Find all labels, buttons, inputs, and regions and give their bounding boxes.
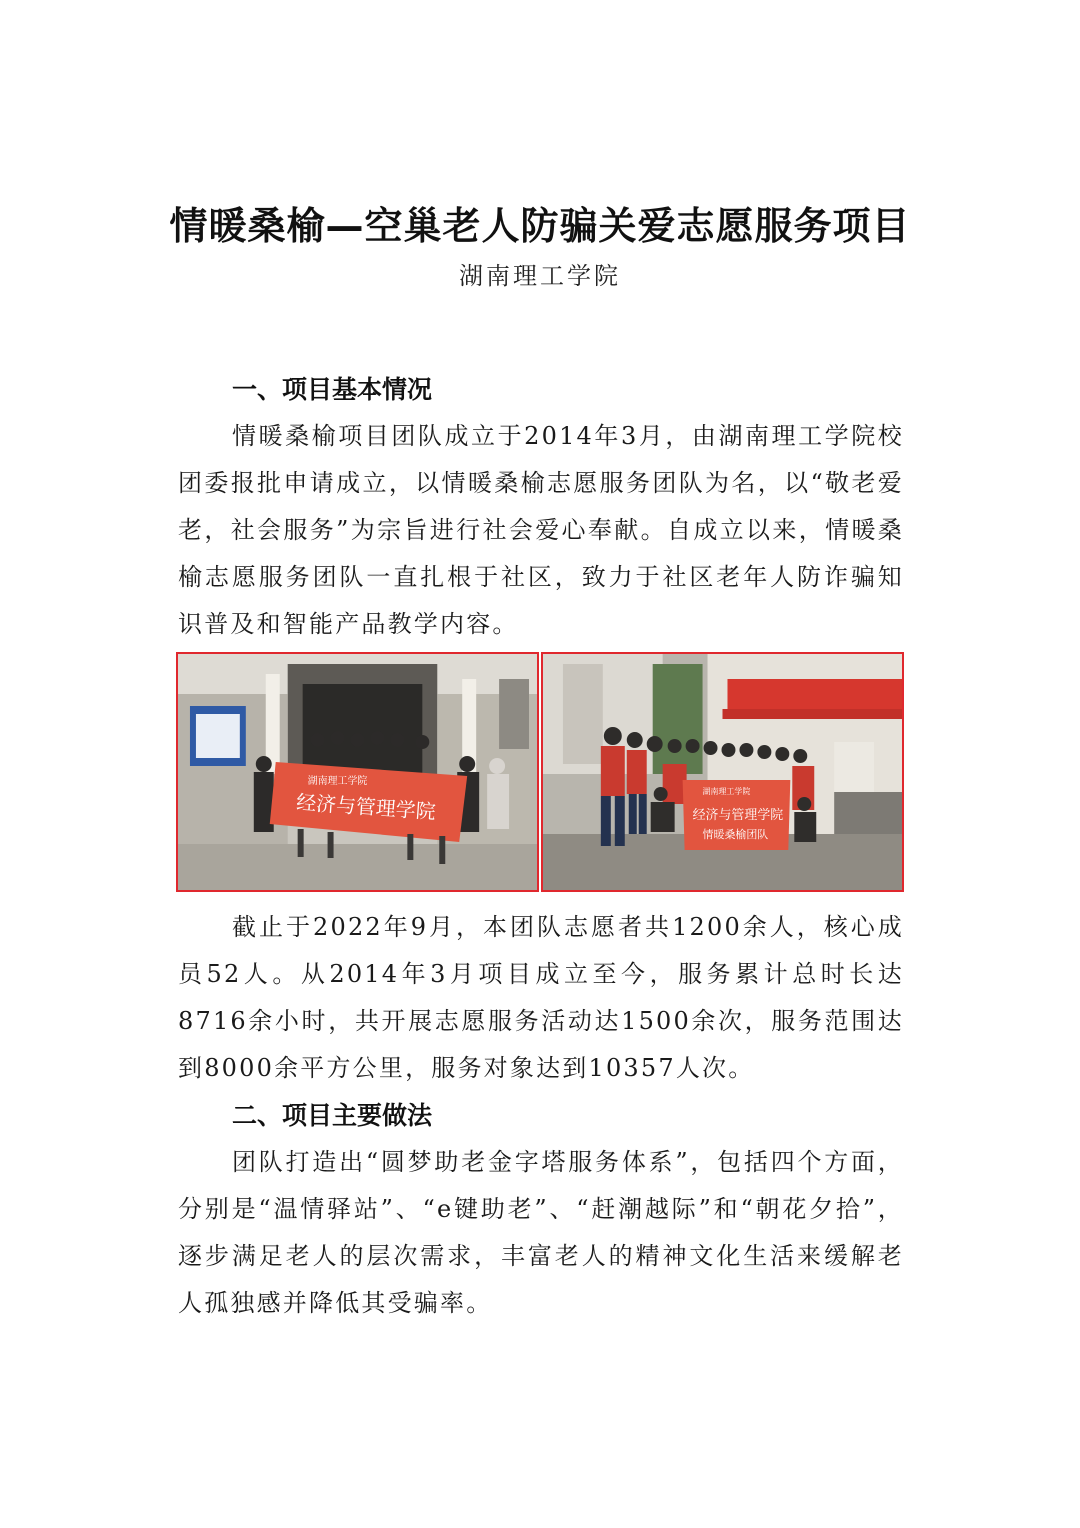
volunteer-photo-right [541, 652, 904, 892]
section-paragraph: 情暖桑榆项目团队成立于2014年3月，由湖南理工学院校团委报批申请成立，以情暖桑榆志愿服务团队为名，以“敬老爱老，社会服务”为宗旨进行社会爱心奉献。自成立以来，情暖桑榆志愿服务团队一直扎根于社区，致力于社区老年人防诈骗知识普及和智能产品教学内容。 [178, 422, 904, 638]
section-heading: 一、项目基本情况 [232, 375, 433, 404]
right-banner-line2: 情暖桑榆团队 [702, 827, 769, 842]
left-banner-main: 经济与管理学院 [295, 789, 437, 824]
section-paragraph: 团队打造出“圆梦助老金字塔服务体系”，包括四个方面，分别是“温情驿站”、“e键助老”、“赶潮越际”和“朝花夕拾”，逐步满足老人的层次需求，丰富老人的精神文化生活来缓解老人孤独感并降低其受骗率。 [178, 1148, 904, 1317]
document-title: 情暖桑榆—空巢老人防骗关爱志愿服务项目 [169, 204, 911, 248]
section-basic-info [178, 366, 904, 648]
document-subtitle: 湖南理工学院 [459, 262, 621, 290]
right-banner-school: 湖南理工学院 [702, 786, 751, 797]
left-banner-school: 湖南理工学院 [307, 775, 368, 788]
section-heading: 二、项目主要做法 [232, 1101, 433, 1130]
volunteer-photo-left [176, 652, 539, 892]
section-stats-and-methods [178, 904, 904, 1327]
volunteer-photo-right-image [543, 654, 902, 890]
stats-paragraph: 截止于2022年9月，本团队志愿者共1200余人，核心成员52人。从2014年3月项目成立至今，服务累计总时长达8716余小时，共开展志愿服务活动达1500余次，服务范围达到8000余平方公里，服务对象达到10357人次。 [178, 913, 904, 1082]
right-banner-line1: 经济与管理学院 [692, 807, 784, 824]
photo-row [176, 652, 904, 892]
volunteer-photo-left-image [178, 654, 537, 890]
